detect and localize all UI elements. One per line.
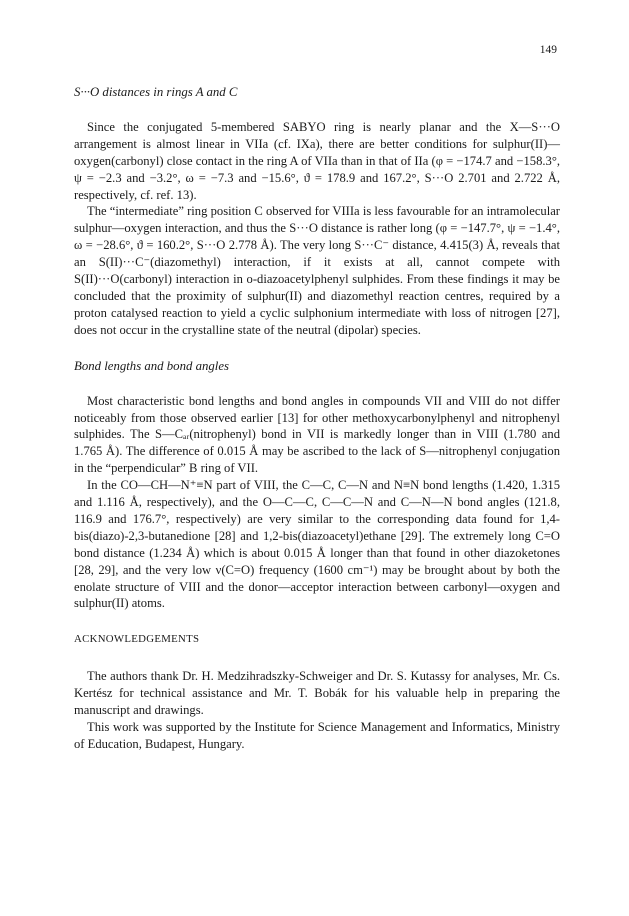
page-number: 149 xyxy=(539,44,557,56)
section-heading-sulphur-oxygen-distances: S···O distances in rings A and C xyxy=(74,85,238,99)
section-heading-bond-lengths: Bond lengths and bond angles xyxy=(74,358,229,373)
acknowledgements-paragraph: This work was supported by the Institute for Science Management and Informatics, Ministry of Education, Budapest, Hungary. xyxy=(74,720,560,751)
acknowledgements-paragraph: The authors thank Dr. H. Medzihradszky-Schweiger and Dr. S. Kutassy for analyses, Mr. Cs. Kertész for technical assistance and Mr. T. Bobák for his valuable help in preparing the manuscript and drawings. xyxy=(74,669,560,718)
acknowledgements-heading: ACKNOWLEDGEMENTS xyxy=(74,633,200,646)
article-body xyxy=(74,84,560,753)
paragraph: Since the conjugated 5-membered SABYO ring is nearly planar and the X—S···O arrangement is almost linear in VIIa (cf. IXa), there are better conditions for sulphur(II)—oxygen(carbonyl) close contact in the ring A of VIIa than in that of IIa (φ = −174.7 and −158.3°, ψ = −2.3 and −3.2°, ω = −7.3 and −15.6°, ϑ = 178.9 and 167.2°, S···O 2.701 and 2.722 Å, respectively, cf. ref. 13). xyxy=(74,119,560,202)
paragraph: In the CO—CH—N⁺≡N part of VIII, the C—C, C—N and N≡N bond lengths (1.420, 1.315 and 1.116 Å, respectively), and the O—C—C, C—C—N and C—N—N bond angles (121.8, 116.9 and 176.7°, respectively) are very similar to the corresponding data found for 1,4-bis(diazo)-2,3-butanedione [28] and 1,2-bis(diazoacetyl)ethane [29]. The extremely long C=O bond distance (1.234 Å) which is about 0.015 Å longer than that found in other diazoketones [28, 29], and the very low ν(C=O) frequency (1600 cm⁻¹) may be brought about by both the enolate structure of VIII and the donor—acceptor interaction between carbonyl—oxygen and sulphur(II) atoms. xyxy=(74,478,560,611)
paragraph: The “intermediate” ring position C observed for VIIIa is less favourable for an intramolecular sulphur—oxygen interaction, and thus the S···O distance is rather long (φ = −147.7°, ψ = −1.4°, ω = −28.6°, ϑ = 160.2°, S···O 2.778 Å). The very long S···C⁻ distance, 4.415(3) Å, reveals that an S(II)···C⁻(diazomethyl) interaction, if it exists at all, cannot compete with S(II)···O(carbonyl) interaction in o-diazoacetylphenyl sulphides. From these findings it may be concluded that the proximity of sulphur(II) and diazomethyl reaction centres, required by a proton catalysed reaction to yield a cyclic sulphonium intermediate with loss of nitrogen [27], does not occur in the crystalline state of the neutral (dipolar) species. xyxy=(74,204,560,337)
paragraph: Most characteristic bond lengths and bond angles in compounds VII and VIII do not differ noticeably from those observed earlier [13] for other methoxycarbonylphenyl and nitrophenyl sulphides. The S—Cₐᵣ(nitrophenyl) bond in VII is markedly longer than in VIII (1.780 and 1.765 Å). The difference of 0.015 Å may be ascribed to the lack of S—nitrophenyl conjugation in the “perpendicular” B ring of VII. xyxy=(74,393,560,476)
